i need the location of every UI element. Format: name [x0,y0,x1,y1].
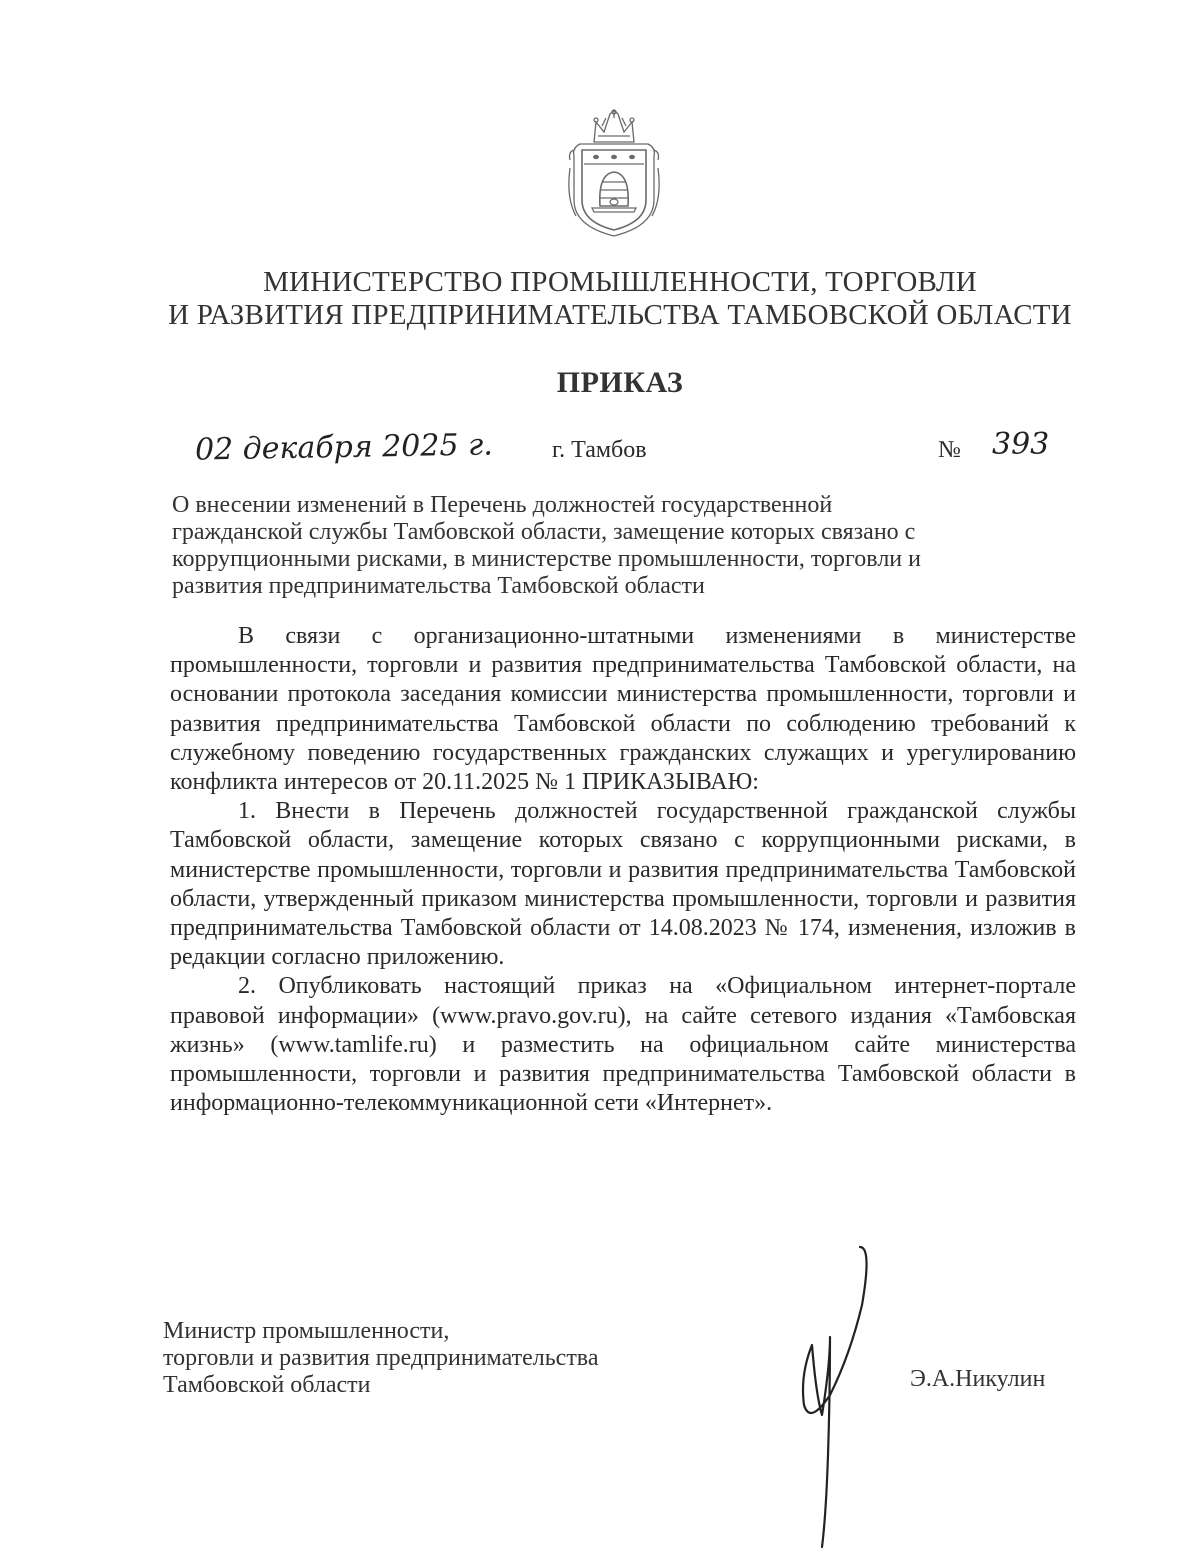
signatory-name: Э.А.Никулин [910,1366,1046,1392]
ministry-name-line-2: И РАЗВИТИЯ ПРЕДПРИНИМАТЕЛЬСТВА ТАМБОВСКОЙ ОБЛАСТИ [168,299,1072,331]
handwritten-signature-icon [790,1245,900,1550]
subject-line-1: О внесении изменений в Перечень должностей государственной [172,492,833,518]
preamble-paragraph: В связи с организационно-штатными изменениями в министерстве промышленности, торговли и развития предпринимательства Тамбовской области, на основании протокола заседания комиссии министерства промышленности, торговли и развития предпринимательства Тамбовской области по соблюдению требований к служебному поведению государственных гражданских служащих и урегулированию конфликта интересов от 20.11.2025 № 1 ПРИКАЗЫВАЮ: [170,623,1076,796]
number-label: № [938,437,961,463]
position-line-3: Тамбовской области [163,1372,371,1398]
order-item-2: 2. Опубликовать настоящий приказ на «Официальном интернет-портале правовой информации» (www.pravo.gov.ru), на сайте сетевого издания «Тамбовская жизнь» (www.tamlife.ru) и разместить на официальном сайте министерства промышленности, торговли и развития предпринимательства Тамбовской области в информационно-телекоммуникационной сети «Интернет». [170,973,1076,1117]
city: г. Тамбов [552,437,647,463]
subject-line-3: коррупционными рисками, в министерстве промышленности, торговли и [172,546,921,572]
document-type-title: ПРИКАЗ [556,366,684,399]
ministry-name-line-1: МИНИСТЕРСТВО ПРОМЫШЛЕННОСТИ, ТОРГОВЛИ [263,266,977,298]
coat-of-arms-icon [566,108,662,240]
signatory-position [163,1318,598,1399]
subject-line-4: развития предпринимательства Тамбовской области [172,573,705,599]
position-line-2: торговли и развития предпринимательства [163,1345,599,1371]
document-subject [172,492,1070,600]
order-item-1: 1. Внести в Перечень должностей государственной гражданской службы Тамбовской области, замещение которых связано с коррупционными рисками, в министерстве промышленности, торговли и развития предпринимательства Тамбовской области, утвержденный приказом министерства промышленности, торговли и развития предпринимательства Тамбовской области от 14.08.2023 № 174, изменения, изложив в редакции согласно приложению. [170,798,1076,971]
position-line-1: Министр промышленности, [163,1318,450,1344]
document-body [170,622,1076,1118]
subject-line-2: гражданской службы Тамбовской области, замещение которых связано с [172,519,916,545]
ministry-name [0,266,1200,332]
handwritten-date: 02 декабря 2025 г. [194,427,494,468]
handwritten-number: 393 [992,427,1050,462]
